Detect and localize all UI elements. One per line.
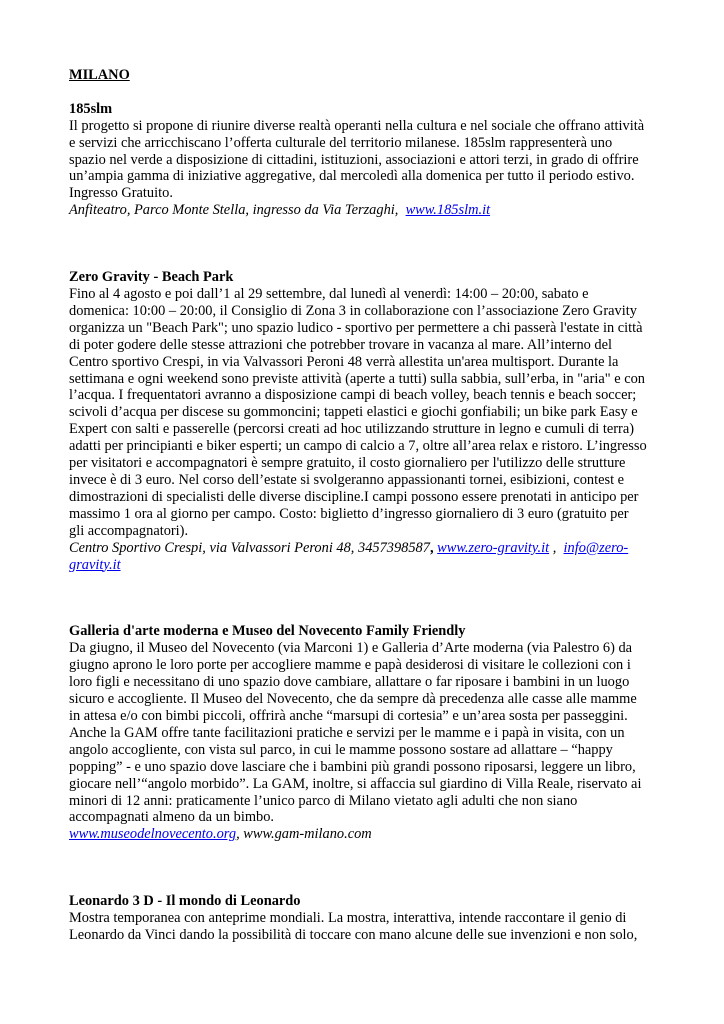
- body-line: angolo accogliente, con vista sul parco, in cui le mamme possono sostare ad allattare – “happy: [69, 741, 613, 758]
- email-link[interactable]: info@zero-: [563, 539, 629, 556]
- email-link-cont[interactable]: gravity.it: [69, 556, 121, 573]
- event-info-line: [69, 202, 664, 219]
- event-title: Leonardo 3 D - Il mondo di Leonardo: [69, 893, 301, 910]
- event-title: Zero Gravity - Beach Park: [69, 269, 234, 286]
- body-line: Anche la GAM offre tante facilitazioni pratiche e servizi per le mamme e i papà in visita, con un: [69, 724, 625, 741]
- body-line: Da giugno, il Museo del Novecento (via Marconi 1) e Galleria d’Arte moderna (via Palestro 6) da: [69, 640, 633, 657]
- body-line: Ingresso Gratuito.: [69, 185, 173, 202]
- event-title: Galleria d'arte moderna e Museo del Novecento Family Friendly: [69, 623, 466, 640]
- event-info-line: [69, 540, 664, 557]
- body-line: loro figli e necessitano di uno spazio dove cambiare, allattare o far riposare i bambini in un luogo: [69, 674, 630, 691]
- info-separator: ,: [429, 539, 434, 556]
- event-info-line-cont: [69, 557, 664, 574]
- body-line: spazio nel verde a disposizione di cittadini, istituzioni, associazioni e attori terzi, in grado di offrire: [69, 151, 639, 168]
- website-link[interactable]: www.museodelnovecento.org: [69, 826, 237, 843]
- secondary-website: , www.gam-milano.com: [236, 826, 372, 843]
- body-line: l’acqua. I frequentatori avranno a disposizione campi di beach volley, beach tennis e beach soccer;: [69, 387, 637, 404]
- body-line: Fino al 4 agosto e poi dall’1 al 29 settembre, dal lunedì al venerdì: 14:00 – 20:00, sabato e: [69, 286, 589, 303]
- body-line: Centro sportivo Crespi, in via Valvassori Peroni 48 verrà allestita un'area multisport. Durante la: [69, 353, 619, 370]
- event-address: Centro Sportivo Crespi, via Valvassori Peroni 48, 3457398587: [69, 539, 430, 556]
- body-line: minori di 12 anni: praticamente l’unico parco di Milano vietato agli adulti che non siano: [69, 792, 578, 809]
- body-line: giugno aprono le loro porte per accogliere mamme e papà desiderosi di visitare le collezioni con i: [69, 657, 631, 674]
- body-line: scivoli d’acqua per discese su gommoncini; tappeti elastici e giochi gonfiabili; un bike park Easy e: [69, 404, 638, 421]
- body-line: in attesa e/o con bimbi piccoli, offrirà anche “marsupi di cortesia” e un’area sosta per passeggini.: [69, 707, 628, 724]
- body-line: invece è di 3 euro. Nel corso dell’estate si svolgeranno appassionanti tornei, esibizioni, contest e: [69, 472, 625, 489]
- website-link[interactable]: www.zero-gravity.it: [437, 539, 550, 556]
- body-line: dimostrazioni di specialisti delle diverse discipline.I campi possono essere prenotati in anticipo per: [69, 488, 639, 505]
- website-link[interactable]: www.185slm.it: [405, 202, 491, 219]
- event-leonardo-3d: [69, 893, 664, 944]
- city-heading: MILANO: [69, 67, 130, 83]
- body-line: accompagnati almeno da un bimbo.: [69, 809, 275, 826]
- body-line: organizza un "Beach Park"; uno spazio ludico - sportivo per permettere a chi passerà l'estate in città: [69, 319, 643, 336]
- body-line: adatti per principianti e biker esperti; un campo di calcio a 7, oltre all’area relax e ristoro. L’ingresso: [69, 438, 647, 455]
- event-info-line: [69, 826, 664, 843]
- body-line: domenica: 10:00 – 20:00, il Consiglio di Zona 3 in collaborazione con l’associazione Zero Gravity: [69, 302, 637, 319]
- body-line: massimo 1 ora al giorno per campo. Costo: biglietto d’ingresso giornaliero di 3 euro (gratuito per: [69, 505, 629, 522]
- body-line: per visitatori e accompagnatori è sempre gratuito, il costo giornaliero per l'utilizzo delle strutture: [69, 455, 626, 472]
- body-line: un’ampia gamma di iniziative aggregative, dal mercoledì alla domenica per tutto il periodo estivo.: [69, 168, 635, 185]
- event-address: Anfiteatro, Parco Monte Stella, ingresso da Via Terzaghi,: [69, 202, 399, 219]
- body-line: popping” - e uno spazio dove lasciare che i bambini più grandi possono riposarsi, leggere un libro,: [69, 758, 636, 775]
- link-separator: ,: [549, 539, 560, 556]
- body-line: settimana e ogni weekend sono previste attività (aperte a tutti) sulla sabbia, sull’erba, in "aria" e con: [69, 370, 645, 387]
- body-line: Leonardo da Vinci dando la possibilità di toccare con mano alcune delle sue invenzioni e non solo,: [69, 927, 638, 944]
- body-line: di poter godere delle stesse attrazioni che potrebber trovare in vacanza al mare. All’interno del: [69, 336, 613, 353]
- event-gam-novecento: [69, 623, 664, 843]
- body-line: giocare nell’“angolo morbido”. La GAM, inoltre, si affaccia sul giardino di Villa Reale, riservato ai: [69, 775, 642, 792]
- event-zero-gravity: [69, 269, 664, 573]
- body-line: gli accompagnatori).: [69, 522, 189, 539]
- body-line: Expert con salti e passerelle (percorsi creati ad hoc utilizzando strutture in legno e cumuli di terra): [69, 421, 635, 438]
- body-line: Il progetto si propone di riunire diverse realtà operanti nella cultura e nel sociale che offrano attività: [69, 117, 645, 134]
- event-title: 185slm: [69, 100, 113, 117]
- body-line: Mostra temporanea con anteprime mondiali. La mostra, interattiva, intende raccontare il genio di: [69, 910, 627, 927]
- body-line: sicuro e accogliente. Il Museo del Novecento, che da sempre dà precedenza alle casse alle mamme: [69, 691, 637, 708]
- event-185slm: [69, 101, 664, 219]
- body-line: e servizi che arricchiscano l’offerta culturale del territorio milanese. 185slm rappresenterà uno: [69, 134, 613, 151]
